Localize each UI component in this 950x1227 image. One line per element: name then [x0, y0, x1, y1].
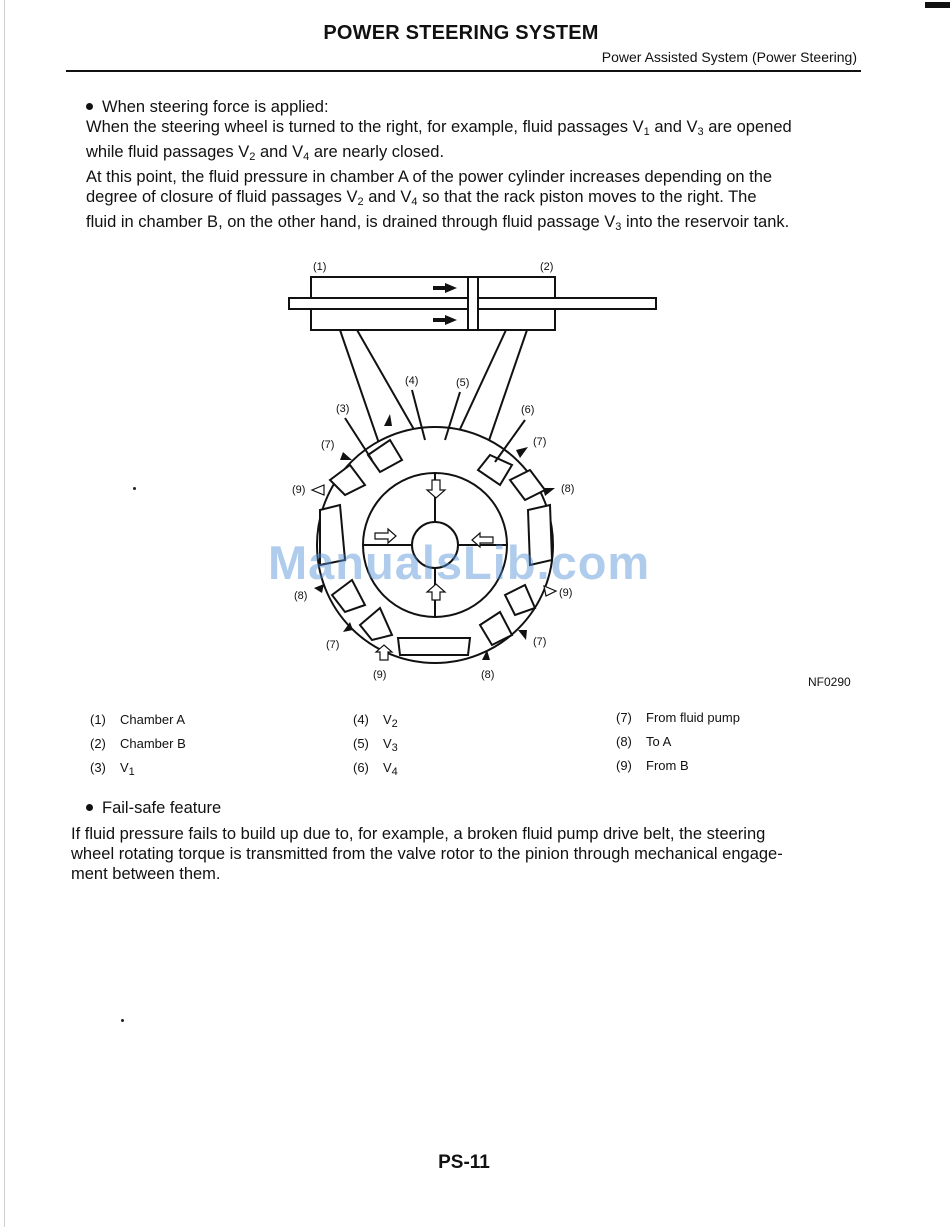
watermark: ManualsLib.com	[268, 536, 651, 589]
callout-7a: (7)	[321, 439, 335, 451]
page-subtitle: Power Assisted System (Power Steering)	[601, 49, 857, 65]
figure-code: NF0290	[808, 675, 851, 689]
passage-chamber-b	[484, 330, 527, 455]
callout-8a: (8)	[561, 483, 575, 495]
legend-item: (7) From fluid pump	[616, 710, 740, 725]
callout-1: (1)	[313, 261, 327, 273]
callout-4: (4)	[405, 375, 419, 387]
callout-6: (6)	[521, 404, 535, 416]
legend-item: (8) To A	[616, 734, 672, 749]
callout-9a: (9)	[292, 484, 306, 496]
body-line: ment between them.	[71, 865, 221, 883]
bullet-dot	[86, 804, 93, 811]
legend-item: (4) $V_2$	[353, 712, 398, 730]
callout-7d: (7)	[533, 636, 547, 648]
body-line: degree of closure of fluid passages $V_2$ and $V_4$ so that the rack piston moves to the right. The	[86, 188, 757, 208]
passage-chamber-a	[340, 330, 383, 455]
body-line: At this point, the fluid pressure in chamber A of the power cylinder increases depending on the	[86, 168, 773, 186]
legend-item: (2) Chamber B	[90, 736, 186, 751]
stray-dot	[121, 1019, 124, 1022]
callout-3: (3)	[336, 403, 350, 415]
body-line: wheel rotating torque is transmitted from the valve rotor to the pinion through mechanical engage-	[71, 845, 783, 863]
callout-7c: (7)	[326, 639, 340, 651]
bullet-text: When steering force is applied:	[102, 98, 329, 116]
stray-dot	[133, 487, 136, 490]
callout-2: (2)	[540, 261, 554, 273]
callout-9b: (9)	[559, 587, 573, 599]
body-line: fluid in chamber B, on the other hand, is drained through fluid passage $V_3$ into the reservoir tank.	[86, 213, 790, 233]
page-title: POWER STEERING SYSTEM	[323, 22, 599, 44]
bullet-text: Fail-safe feature	[102, 799, 222, 817]
callout-5: (5)	[456, 377, 470, 389]
rack-piston	[468, 277, 478, 330]
body-line: If fluid pressure fails to build up due to, for example, a broken fluid pump drive belt, the steering	[71, 825, 766, 843]
page-number: PS-11	[438, 1152, 490, 1173]
legend-item: (1) Chamber A	[90, 712, 186, 727]
callout-9c: (9)	[373, 669, 387, 681]
legend-item: (6) $V_4$	[353, 760, 398, 778]
bullet-fail-safe	[86, 798, 871, 818]
legend-item: (3) $V_1$	[90, 760, 135, 778]
callout-8b: (8)	[294, 590, 308, 602]
callout-7b: (7)	[533, 436, 547, 448]
callout-8c: (8)	[481, 669, 495, 681]
body-line: When the steering wheel is turned to the right, for example, fluid passages $V_1$ and $V_3$ are opened	[86, 118, 792, 138]
body-line: while fluid passages $V_2$ and $V_4$ are nearly closed.	[86, 143, 445, 163]
legend-item: (5) $V_3$	[353, 736, 398, 754]
section-fail-safe	[71, 798, 871, 884]
legend-item: (9) From B	[616, 758, 689, 773]
